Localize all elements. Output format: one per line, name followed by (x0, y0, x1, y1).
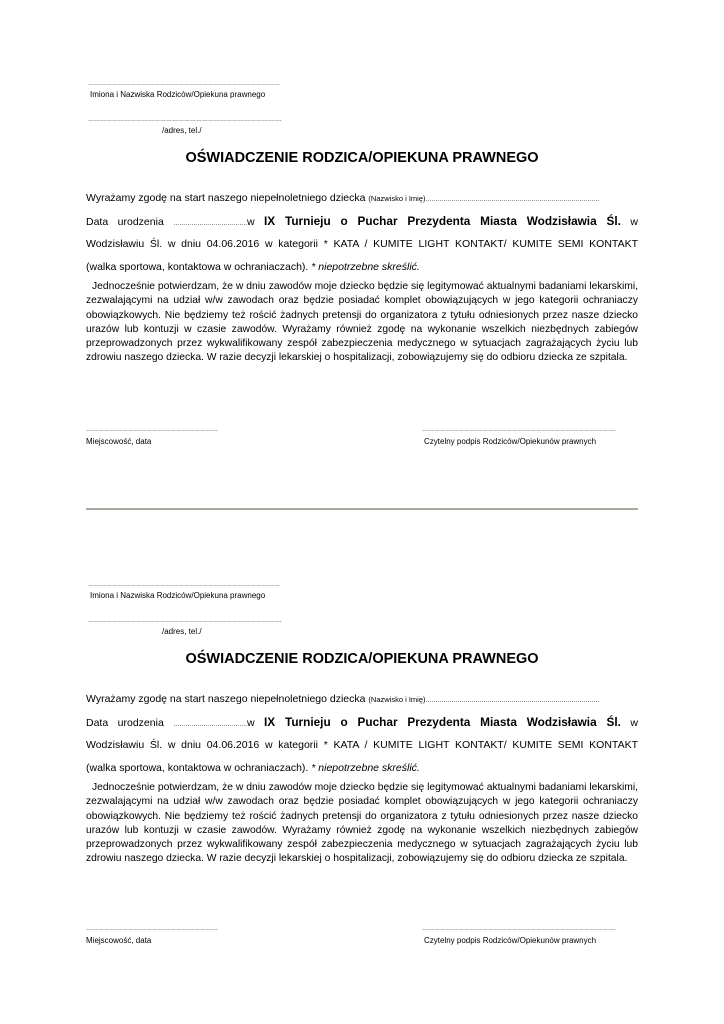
w-prefix: w (246, 717, 255, 729)
parent-names-field[interactable]: …………………………………………………………………………………… (88, 81, 280, 87)
birth-date-line (86, 214, 638, 229)
fight-type-line (86, 260, 638, 274)
birth-date-line (86, 715, 638, 730)
parent-names-label: Imiona i Nazwiska Rodziców/Opiekuna prawnego (90, 591, 266, 600)
child-name-field[interactable]: …………………………………………………………………………… (425, 698, 600, 704)
birth-date-field[interactable]: ………………………………. (173, 722, 247, 728)
declaration-paragraph: Jednocześnie potwierdzam, że w dniu zawodów moje dziecko będzie się legitymować aktualnymi badaniami lekarskimi, zezwalającymi na udział w/w zawodach oraz będzie posiadać komplet obowiązujących w jego kategorii ochraniaczy obowiązkowych. Nie będziemy też rościć żadnych pretensji do organizatora z tytułu odniesionych przez nasze dziecko urazów lub kontuzji w czasie zawodów. Wyrażamy również zgodę na wykonanie wszelkich niezbędnych zabiegów przeprowadzonych przez wykwalifikowany zespół zabezpieczenia medycznego w sytuacjach zagrażających życiu lub zdrowiu naszego dziecka. W razie decyzji lekarskiej o hospitalizacji, zobowiązujemy się do odbioru dziecka ze szpitala. (86, 782, 638, 865)
consent-text: Wyrażamy zgodę na start naszego niepełnoletniego dziecka (86, 192, 366, 204)
place-date-field[interactable]: ………………………………………………………… (86, 926, 218, 932)
address-field[interactable]: ……………………………………………………………………………………. (88, 117, 282, 123)
address-field[interactable]: ……………………………………………………………………………………. (88, 618, 282, 624)
date-category-line: Wodzisławiu Śl. w dniu 04.06.2016 w kategorii * KATA / KUMITE LIGHT KONTAKT/ KUMITE SEMI KONTAKT (86, 739, 638, 751)
parent-names-field[interactable]: …………………………………………………………………………………… (88, 582, 280, 588)
birth-date-label: Data urodzenia (86, 216, 164, 228)
place-date-field[interactable]: ………………………………………………………… (86, 427, 218, 433)
consent-text: Wyrażamy zgodę na start naszego niepełnoletniego dziecka (86, 693, 366, 705)
w-suffix: w (630, 717, 638, 729)
fight-type-line (86, 761, 638, 775)
address-label: /adres, tel./ (162, 126, 202, 135)
strike-note: * niepotrzebne skreślić. (311, 261, 420, 273)
strike-note: * niepotrzebne skreślić. (311, 762, 420, 774)
w-prefix: w (246, 216, 255, 228)
consent-line (86, 191, 638, 206)
tournament-name: IX Turnieju o Puchar Prezydenta Miasta Wodzisławia Śl. (264, 715, 621, 729)
child-name-hint: (Nazwisko i Imię) (368, 695, 426, 704)
place-date-label: Miejscowość, data (86, 437, 152, 446)
signature-label: Czytelny podpis Rodziców/Opiekunów prawnych (424, 437, 597, 446)
tournament-name: IX Turnieju o Puchar Prezydenta Miasta Wodzisławia Śl. (264, 214, 621, 228)
birth-date-field[interactable]: ………………………………. (173, 221, 247, 227)
date-category-line: Wodzisławiu Śl. w dniu 04.06.2016 w kategorii * KATA / KUMITE LIGHT KONTAKT/ KUMITE SEMI KONTAKT (86, 238, 638, 250)
consent-line (86, 692, 638, 707)
form-title: OŚWIADCZENIE RODZICA/OPIEKUNA PRAWNEGO (185, 651, 539, 667)
address-label: /adres, tel./ (162, 627, 202, 636)
fight-type: (walka sportowa, kontaktowa w ochraniaczach). (86, 762, 309, 774)
declaration-paragraph: Jednocześnie potwierdzam, że w dniu zawodów moje dziecko będzie się legitymować aktualnymi badaniami lekarskimi, zezwalającymi na udział w/w zawodach oraz będzie posiadać komplet obowiązujących w jego kategorii ochraniaczy obowiązkowych. Nie będziemy też rościć żadnych pretensji do organizatora z tytułu odniesionych przez nasze dziecko urazów lub kontuzji w czasie zawodów. Wyrażamy również zgodę na wykonanie wszelkich niezbędnych zabiegów przeprowadzonych przez wykwalifikowany zespół zabezpieczenia medycznego w sytuacjach zagrażających życiu lub zdrowiu naszego dziecka. W razie decyzji lekarskiej o hospitalizacji, zobowiązujemy się do odbioru dziecka ze szpitala. (86, 281, 638, 364)
birth-date-label: Data urodzenia (86, 717, 164, 729)
fight-type: (walka sportowa, kontaktowa w ochraniaczach). (86, 261, 309, 273)
declaration-form-1 (0, 0, 724, 470)
child-name-hint: (Nazwisko i Imię) (368, 194, 426, 203)
declaration-form-2 (0, 501, 724, 971)
parent-names-label: Imiona i Nazwiska Rodziców/Opiekuna prawnego (90, 90, 266, 99)
place-date-label: Miejscowość, data (86, 936, 152, 945)
signature-label: Czytelny podpis Rodziców/Opiekunów prawnych (424, 936, 597, 945)
child-name-field[interactable]: …………………………………………………………………………… (425, 197, 600, 203)
signature-field[interactable]: ……………………………………………………………………………………. (422, 427, 616, 433)
form-title: OŚWIADCZENIE RODZICA/OPIEKUNA PRAWNEGO (185, 150, 539, 166)
w-suffix: w (630, 216, 638, 228)
signature-field[interactable]: ……………………………………………………………………………………. (422, 926, 616, 932)
